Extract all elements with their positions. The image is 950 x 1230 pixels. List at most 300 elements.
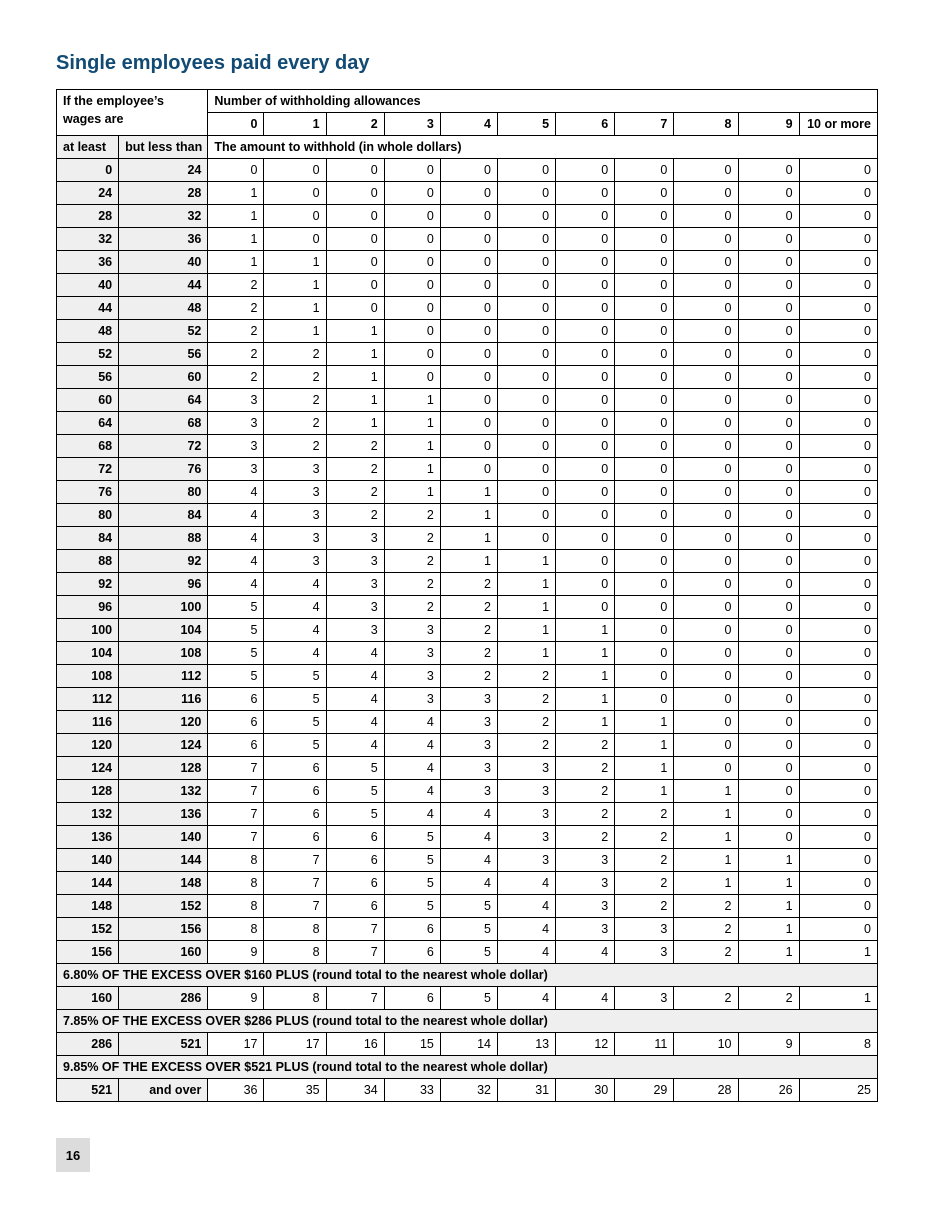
withholding-cell: 3: [326, 573, 384, 596]
withholding-cell: 5: [208, 642, 264, 665]
withholding-cell: 2: [384, 596, 440, 619]
withholding-cell: 1: [440, 527, 497, 550]
withholding-cell: 6: [384, 918, 440, 941]
withholding-cell: 6: [326, 826, 384, 849]
withholding-cell: 0: [799, 780, 877, 803]
withholding-cell: 0: [738, 573, 799, 596]
table-row: [57, 343, 878, 366]
withholding-cell: 1: [384, 412, 440, 435]
withholding-cell: 3: [615, 987, 674, 1010]
withholding-cell: 2: [556, 757, 615, 780]
wage-less-than: 24: [119, 159, 208, 182]
withholding-cell: 1: [264, 297, 326, 320]
wage-less-than: 286: [119, 987, 208, 1010]
withholding-cell: 0: [674, 527, 738, 550]
withholding-cell: 1: [799, 941, 877, 964]
withholding-cell: 0: [674, 481, 738, 504]
wage-at-least: 36: [57, 251, 119, 274]
withholding-cell: 1: [615, 711, 674, 734]
wage-less-than: 104: [119, 619, 208, 642]
withholding-cell: 4: [440, 872, 497, 895]
wage-at-least: 48: [57, 320, 119, 343]
band-note-3: 9.85% OF THE EXCESS OVER $521 PLUS (round total to the nearest whole dollar): [57, 1056, 878, 1079]
wage-less-than: 108: [119, 642, 208, 665]
withholding-cell: 0: [497, 297, 555, 320]
withholding-cell: 0: [799, 895, 877, 918]
withholding-cell: 29: [615, 1079, 674, 1102]
withholding-cell: 1: [264, 251, 326, 274]
allowance-column-8: 8: [674, 113, 738, 136]
withholding-cell: 3: [326, 619, 384, 642]
withholding-cell: 0: [674, 389, 738, 412]
wage-at-least: 286: [57, 1033, 119, 1056]
withholding-cell: 0: [799, 435, 877, 458]
withholding-cell: 0: [264, 182, 326, 205]
wages-header: If the employee’s wages are: [57, 90, 208, 136]
withholding-cell: 0: [799, 481, 877, 504]
wage-less-than: 28: [119, 182, 208, 205]
wage-less-than: 148: [119, 872, 208, 895]
withholding-cell: 0: [799, 228, 877, 251]
withholding-cell: 5: [208, 619, 264, 642]
withholding-cell: 0: [384, 251, 440, 274]
withholding-cell: 2: [674, 987, 738, 1010]
withholding-cell: 0: [326, 182, 384, 205]
wage-at-least: 52: [57, 343, 119, 366]
withholding-cell: 4: [440, 803, 497, 826]
wage-at-least: 44: [57, 297, 119, 320]
table-row: [57, 665, 878, 688]
withholding-cell: 0: [497, 159, 555, 182]
withholding-cell: 7: [264, 872, 326, 895]
withholding-cell: 2: [497, 688, 555, 711]
withholding-cell: 0: [799, 251, 877, 274]
withholding-cell: 5: [440, 987, 497, 1010]
table-row: [57, 435, 878, 458]
withholding-cell: 1: [738, 918, 799, 941]
allowance-column-2: 2: [326, 113, 384, 136]
withholding-cell: 0: [738, 435, 799, 458]
withholding-cell: 2: [326, 458, 384, 481]
table-body-main: [57, 159, 878, 964]
wage-at-least: 124: [57, 757, 119, 780]
withholding-cell: 0: [674, 688, 738, 711]
wage-less-than: 60: [119, 366, 208, 389]
withholding-cell: 0: [799, 550, 877, 573]
table-row: [57, 251, 878, 274]
wage-less-than: 128: [119, 757, 208, 780]
withholding-cell: 32: [440, 1079, 497, 1102]
wage-at-least: 96: [57, 596, 119, 619]
withholding-cell: 0: [615, 366, 674, 389]
withholding-cell: 1: [738, 895, 799, 918]
withholding-cell: 0: [738, 826, 799, 849]
withholding-cell: 0: [615, 550, 674, 573]
withholding-cell: 0: [738, 458, 799, 481]
withholding-cell: 8: [264, 941, 326, 964]
withholding-cell: 0: [738, 711, 799, 734]
withholding-cell: 0: [738, 274, 799, 297]
withholding-cell: 3: [440, 711, 497, 734]
withholding-cell: 0: [674, 228, 738, 251]
withholding-cell: 0: [615, 527, 674, 550]
wage-less-than: 72: [119, 435, 208, 458]
wage-at-least: 92: [57, 573, 119, 596]
withholding-cell: 3: [556, 849, 615, 872]
table-row: [57, 642, 878, 665]
wage-at-least: 120: [57, 734, 119, 757]
withholding-cell: 6: [264, 780, 326, 803]
withholding-cell: 0: [440, 274, 497, 297]
withholding-cell: 14: [440, 1033, 497, 1056]
withholding-cell: 0: [440, 389, 497, 412]
withholding-cell: 7: [326, 987, 384, 1010]
withholding-cell: 0: [738, 504, 799, 527]
withholding-cell: 0: [615, 205, 674, 228]
table-row: [57, 550, 878, 573]
withholding-cell: 3: [615, 918, 674, 941]
withholding-cell: 12: [556, 1033, 615, 1056]
withholding-cell: 1: [497, 642, 555, 665]
wage-at-least: 108: [57, 665, 119, 688]
withholding-cell: 1: [440, 550, 497, 573]
withholding-cell: 0: [799, 343, 877, 366]
withholding-cell: 0: [384, 343, 440, 366]
withholding-cell: 2: [326, 481, 384, 504]
withholding-cell: 13: [497, 1033, 555, 1056]
withholding-cell: 3: [384, 619, 440, 642]
allowance-column-4: 4: [440, 113, 497, 136]
table-row: [57, 619, 878, 642]
withholding-cell: 0: [799, 573, 877, 596]
withholding-cell: 2: [384, 527, 440, 550]
withholding-cell: 3: [440, 757, 497, 780]
withholding-cell: 0: [799, 711, 877, 734]
withholding-cell: 0: [615, 320, 674, 343]
withholding-cell: 0: [674, 274, 738, 297]
withholding-cell: 3: [264, 458, 326, 481]
withholding-cell: 0: [738, 228, 799, 251]
withholding-cell: 1: [208, 251, 264, 274]
withholding-table: [56, 89, 878, 1102]
withholding-cell: 0: [440, 366, 497, 389]
withholding-cell: 4: [497, 987, 555, 1010]
withholding-cell: 1: [674, 826, 738, 849]
withholding-cell: 0: [674, 573, 738, 596]
withholding-cell: 3: [326, 596, 384, 619]
withholding-cell: 4: [384, 780, 440, 803]
withholding-cell: 0: [799, 665, 877, 688]
withholding-cell: 2: [440, 619, 497, 642]
table-row: [57, 481, 878, 504]
wage-at-least: 104: [57, 642, 119, 665]
withholding-cell: 4: [384, 734, 440, 757]
wage-less-than: 80: [119, 481, 208, 504]
withholding-cell: 0: [615, 251, 674, 274]
wage-less-than: 96: [119, 573, 208, 596]
withholding-cell: 3: [208, 435, 264, 458]
withholding-cell: 8: [264, 987, 326, 1010]
withholding-cell: 6: [208, 711, 264, 734]
withholding-cell: 0: [556, 481, 615, 504]
withholding-cell: 1: [556, 665, 615, 688]
wage-at-least: 60: [57, 389, 119, 412]
allowance-column-0: 0: [208, 113, 264, 136]
withholding-cell: 0: [497, 320, 555, 343]
withholding-cell: 1: [556, 688, 615, 711]
withholding-cell: 0: [615, 642, 674, 665]
withholding-cell: 8: [799, 1033, 877, 1056]
withholding-cell: 1: [738, 941, 799, 964]
wage-at-least: 72: [57, 458, 119, 481]
withholding-cell: 0: [738, 780, 799, 803]
withholding-cell: 4: [497, 941, 555, 964]
withholding-cell: 2: [264, 343, 326, 366]
table-row: [57, 1079, 878, 1102]
withholding-cell: 8: [208, 895, 264, 918]
withholding-cell: 0: [615, 343, 674, 366]
withholding-cell: 2: [384, 550, 440, 573]
withholding-cell: 4: [440, 849, 497, 872]
withholding-cell: 0: [440, 182, 497, 205]
withholding-cell: 1: [738, 849, 799, 872]
withholding-cell: 2: [556, 826, 615, 849]
withholding-cell: 2: [615, 849, 674, 872]
wage-at-least: 140: [57, 849, 119, 872]
withholding-cell: 0: [738, 481, 799, 504]
withholding-cell: 0: [497, 182, 555, 205]
withholding-cell: 0: [738, 205, 799, 228]
withholding-cell: 0: [615, 481, 674, 504]
withholding-cell: 25: [799, 1079, 877, 1102]
withholding-cell: 4: [440, 826, 497, 849]
withholding-cell: 3: [208, 412, 264, 435]
wage-at-least: 68: [57, 435, 119, 458]
withholding-cell: 3: [440, 734, 497, 757]
withholding-cell: 5: [384, 849, 440, 872]
withholding-cell: 0: [615, 435, 674, 458]
wage-less-than: 44: [119, 274, 208, 297]
withholding-cell: 2: [440, 596, 497, 619]
withholding-cell: 1: [556, 642, 615, 665]
withholding-cell: 0: [674, 596, 738, 619]
withholding-cell: 0: [556, 435, 615, 458]
wage-less-than: 132: [119, 780, 208, 803]
withholding-cell: 5: [264, 665, 326, 688]
withholding-cell: 3: [497, 803, 555, 826]
withholding-cell: 4: [384, 757, 440, 780]
wage-at-least: 148: [57, 895, 119, 918]
withholding-cell: 0: [556, 274, 615, 297]
withholding-cell: 0: [264, 228, 326, 251]
wage-less-than: 112: [119, 665, 208, 688]
withholding-cell: 0: [674, 297, 738, 320]
withholding-cell: 3: [556, 872, 615, 895]
withholding-cell: 0: [497, 389, 555, 412]
withholding-cell: 6: [208, 734, 264, 757]
table-row: [57, 826, 878, 849]
withholding-cell: 1: [556, 619, 615, 642]
allowance-column-1: 1: [264, 113, 326, 136]
table-row: [57, 780, 878, 803]
wage-less-than: 68: [119, 412, 208, 435]
withholding-cell: 9: [208, 941, 264, 964]
allowance-column-7: 7: [615, 113, 674, 136]
withholding-cell: 0: [799, 734, 877, 757]
table-row: [57, 320, 878, 343]
wage-less-than: 156: [119, 918, 208, 941]
withholding-cell: 3: [497, 780, 555, 803]
withholding-cell: 0: [738, 251, 799, 274]
withholding-cell: 4: [264, 596, 326, 619]
wage-less-than: 140: [119, 826, 208, 849]
wage-at-least: 84: [57, 527, 119, 550]
withholding-cell: 2: [556, 803, 615, 826]
withholding-cell: 2: [208, 297, 264, 320]
withholding-cell: 17: [208, 1033, 264, 1056]
withholding-cell: 3: [556, 895, 615, 918]
withholding-cell: 4: [556, 987, 615, 1010]
withholding-cell: 0: [738, 734, 799, 757]
withholding-cell: 0: [556, 596, 615, 619]
allowance-column-6: 6: [556, 113, 615, 136]
wage-at-least: 128: [57, 780, 119, 803]
withholding-cell: 0: [384, 297, 440, 320]
withholding-cell: 0: [556, 251, 615, 274]
withholding-cell: 0: [799, 205, 877, 228]
table-row: [57, 895, 878, 918]
withholding-cell: 3: [264, 527, 326, 550]
wage-at-least: 28: [57, 205, 119, 228]
table-row: [57, 527, 878, 550]
withholding-cell: 0: [556, 297, 615, 320]
allowances-header: Number of withholding allowances: [208, 90, 878, 113]
withholding-cell: 2: [264, 412, 326, 435]
withholding-cell: 33: [384, 1079, 440, 1102]
wage-at-least: 132: [57, 803, 119, 826]
withholding-cell: 6: [208, 688, 264, 711]
wage-at-least: 521: [57, 1079, 119, 1102]
withholding-cell: 1: [264, 320, 326, 343]
withholding-cell: 35: [264, 1079, 326, 1102]
withholding-cell: 5: [264, 688, 326, 711]
withholding-cell: 3: [384, 642, 440, 665]
withholding-cell: 0: [799, 757, 877, 780]
withholding-cell: 0: [556, 389, 615, 412]
wage-at-least: 112: [57, 688, 119, 711]
withholding-cell: 1: [384, 481, 440, 504]
withholding-cell: 0: [799, 803, 877, 826]
withholding-cell: 0: [738, 665, 799, 688]
withholding-cell: 0: [556, 182, 615, 205]
wage-less-than: 160: [119, 941, 208, 964]
wage-at-least: 152: [57, 918, 119, 941]
withholding-cell: 4: [208, 504, 264, 527]
withholding-cell: 5: [326, 757, 384, 780]
table-row: [57, 711, 878, 734]
withholding-cell: 4: [384, 803, 440, 826]
withholding-cell: 0: [556, 527, 615, 550]
withholding-cell: 0: [440, 228, 497, 251]
withholding-cell: 0: [556, 366, 615, 389]
table-row: [57, 366, 878, 389]
but-less-than-header: but less than: [119, 136, 208, 159]
table-row: [57, 734, 878, 757]
withholding-cell: 4: [264, 619, 326, 642]
withholding-cell: 0: [799, 872, 877, 895]
withholding-cell: 0: [384, 320, 440, 343]
wage-at-least: 0: [57, 159, 119, 182]
withholding-cell: 0: [615, 389, 674, 412]
withholding-cell: 1: [497, 596, 555, 619]
withholding-cell: 0: [738, 297, 799, 320]
withholding-cell: 0: [556, 159, 615, 182]
withholding-cell: 0: [674, 205, 738, 228]
withholding-cell: 6: [326, 872, 384, 895]
withholding-cell: 0: [799, 182, 877, 205]
withholding-cell: 9: [738, 1033, 799, 1056]
withholding-cell: 0: [674, 435, 738, 458]
table-row: [57, 274, 878, 297]
withholding-cell: 3: [440, 780, 497, 803]
wage-less-than: 40: [119, 251, 208, 274]
withholding-cell: 0: [799, 918, 877, 941]
withholding-cell: 0: [384, 366, 440, 389]
table-row: [57, 918, 878, 941]
withholding-cell: 31: [497, 1079, 555, 1102]
withholding-cell: 0: [738, 527, 799, 550]
wage-less-than: 88: [119, 527, 208, 550]
withholding-cell: 0: [799, 389, 877, 412]
withholding-cell: 0: [799, 504, 877, 527]
withholding-cell: 36: [208, 1079, 264, 1102]
withholding-cell: 0: [738, 366, 799, 389]
withholding-cell: 1: [326, 412, 384, 435]
withholding-cell: 5: [326, 780, 384, 803]
table-row: [57, 849, 878, 872]
withholding-cell: 4: [208, 527, 264, 550]
withholding-cell: 2: [497, 734, 555, 757]
withholding-cell: 2: [497, 711, 555, 734]
withholding-cell: 0: [615, 596, 674, 619]
withholding-cell: 4: [497, 895, 555, 918]
withholding-cell: 5: [384, 872, 440, 895]
withholding-cell: 4: [556, 941, 615, 964]
withholding-cell: 2: [208, 343, 264, 366]
withholding-cell: 0: [556, 228, 615, 251]
withholding-cell: 0: [674, 412, 738, 435]
withholding-cell: 0: [738, 182, 799, 205]
withholding-cell: 1: [326, 366, 384, 389]
withholding-cell: 0: [674, 366, 738, 389]
withholding-cell: 2: [264, 435, 326, 458]
withholding-cell: 3: [264, 550, 326, 573]
wage-less-than: 124: [119, 734, 208, 757]
wage-at-least: 40: [57, 274, 119, 297]
withholding-cell: 0: [440, 159, 497, 182]
withholding-cell: 4: [208, 550, 264, 573]
withholding-cell: 1: [674, 803, 738, 826]
withholding-cell: 0: [615, 159, 674, 182]
withholding-cell: 0: [674, 734, 738, 757]
withholding-cell: 3: [384, 665, 440, 688]
withholding-cell: 2: [440, 573, 497, 596]
withholding-cell: 0: [384, 205, 440, 228]
withholding-cell: 0: [556, 458, 615, 481]
withholding-cell: 0: [384, 274, 440, 297]
withholding-cell: 1: [208, 205, 264, 228]
withholding-cell: 6: [264, 757, 326, 780]
